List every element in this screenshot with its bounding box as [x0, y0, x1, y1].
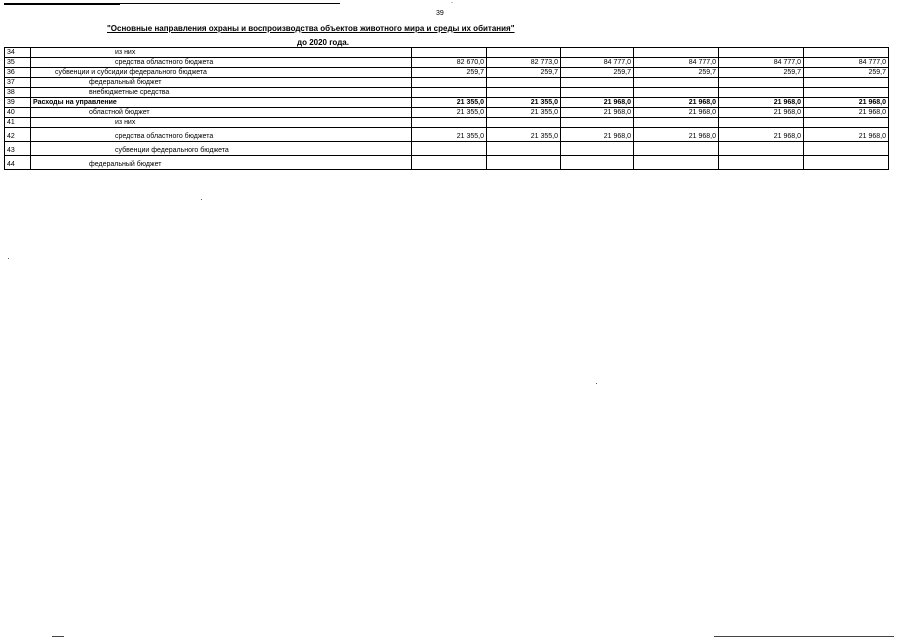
- document-title: "Основные направления охраны и воспроизводства объектов животного мира и среды их обитания": [107, 24, 515, 33]
- value-cell: 84 777,0: [634, 58, 719, 68]
- document-subtitle: до 2020 года.: [297, 38, 349, 47]
- value-cell: [412, 156, 487, 170]
- scan-mark: `: [451, 3, 453, 9]
- value-cell: [412, 78, 487, 88]
- table-row: [5, 142, 889, 156]
- row-number: 36: [5, 68, 31, 78]
- value-cell: 21 968,0: [634, 128, 719, 142]
- row-label: из них: [31, 48, 412, 58]
- row-number: 44: [5, 156, 31, 170]
- value-cell: [719, 142, 804, 156]
- value-cell: 21 355,0: [412, 128, 487, 142]
- scan-speck: [201, 199, 202, 200]
- scan-speck: [8, 258, 9, 259]
- value-cell: 21 355,0: [412, 98, 487, 108]
- value-cell: 21 968,0: [719, 128, 804, 142]
- value-cell: 84 777,0: [719, 58, 804, 68]
- table-row: [5, 156, 889, 170]
- value-cell: 21 355,0: [412, 108, 487, 118]
- row-label: средства областного бюджета: [31, 58, 412, 68]
- value-cell: 21 968,0: [804, 98, 889, 108]
- table-row: [5, 108, 889, 118]
- row-number: 35: [5, 58, 31, 68]
- value-cell: [487, 118, 561, 128]
- value-cell: [561, 48, 634, 58]
- value-cell: 82 773,0: [487, 58, 561, 68]
- value-cell: 259,7: [487, 68, 561, 78]
- value-cell: [561, 88, 634, 98]
- value-cell: [561, 78, 634, 88]
- value-cell: 82 670,0: [412, 58, 487, 68]
- row-number: 39: [5, 98, 31, 108]
- value-cell: 259,7: [634, 68, 719, 78]
- value-cell: [719, 48, 804, 58]
- value-cell: [561, 142, 634, 156]
- value-cell: 259,7: [412, 68, 487, 78]
- table-row: [5, 98, 889, 108]
- table-row: [5, 118, 889, 128]
- table-row: [5, 68, 889, 78]
- value-cell: [804, 48, 889, 58]
- value-cell: [412, 88, 487, 98]
- top-rule-thin: [120, 3, 340, 4]
- value-cell: [412, 118, 487, 128]
- value-cell: 259,7: [561, 68, 634, 78]
- value-cell: [634, 156, 719, 170]
- row-label: внебюджетные средства: [31, 88, 412, 98]
- value-cell: 21 968,0: [719, 108, 804, 118]
- value-cell: 259,7: [719, 68, 804, 78]
- value-cell: [719, 88, 804, 98]
- row-label: субвенции и субсидии федерального бюджета: [31, 68, 412, 78]
- value-cell: [634, 48, 719, 58]
- value-cell: 21 968,0: [634, 98, 719, 108]
- budget-table: [4, 47, 889, 170]
- row-number: 40: [5, 108, 31, 118]
- scan-edge-mark: [714, 636, 894, 637]
- value-cell: [719, 78, 804, 88]
- value-cell: [487, 78, 561, 88]
- row-label: Расходы на управление: [31, 98, 412, 108]
- value-cell: [487, 88, 561, 98]
- value-cell: [487, 48, 561, 58]
- row-label: субвенции федерального бюджета: [31, 142, 412, 156]
- value-cell: [719, 156, 804, 170]
- row-label: из них: [31, 118, 412, 128]
- value-cell: 21 968,0: [561, 128, 634, 142]
- table-row: [5, 78, 889, 88]
- table-row: [5, 88, 889, 98]
- value-cell: [804, 142, 889, 156]
- value-cell: [634, 88, 719, 98]
- row-label: средства областного бюджета: [31, 128, 412, 142]
- table-row: [5, 48, 889, 58]
- table-row: [5, 58, 889, 68]
- value-cell: [634, 142, 719, 156]
- value-cell: 21 968,0: [719, 98, 804, 108]
- table-row: [5, 128, 889, 142]
- value-cell: [412, 142, 487, 156]
- value-cell: [561, 118, 634, 128]
- value-cell: [561, 156, 634, 170]
- row-number: 34: [5, 48, 31, 58]
- row-number: 42: [5, 128, 31, 142]
- row-number: 43: [5, 142, 31, 156]
- value-cell: [804, 118, 889, 128]
- value-cell: [804, 78, 889, 88]
- value-cell: 21 355,0: [487, 98, 561, 108]
- value-cell: 259,7: [804, 68, 889, 78]
- value-cell: 21 355,0: [487, 128, 561, 142]
- value-cell: [634, 118, 719, 128]
- row-label: областной бюджет: [31, 108, 412, 118]
- value-cell: 21 968,0: [561, 98, 634, 108]
- row-number: 41: [5, 118, 31, 128]
- page-number: 39: [436, 10, 444, 17]
- row-number: 37: [5, 78, 31, 88]
- value-cell: 21 968,0: [634, 108, 719, 118]
- value-cell: 21 355,0: [487, 108, 561, 118]
- value-cell: [719, 118, 804, 128]
- scan-speck: [596, 383, 597, 384]
- value-cell: 84 777,0: [804, 58, 889, 68]
- value-cell: [487, 142, 561, 156]
- value-cell: [412, 48, 487, 58]
- value-cell: 21 968,0: [804, 108, 889, 118]
- scan-edge-mark: [52, 636, 64, 637]
- value-cell: 84 777,0: [561, 58, 634, 68]
- value-cell: [804, 88, 889, 98]
- value-cell: [804, 156, 889, 170]
- row-label: федеральный бюджет: [31, 78, 412, 88]
- value-cell: 21 968,0: [561, 108, 634, 118]
- table-body: [5, 48, 889, 170]
- value-cell: [487, 156, 561, 170]
- row-number: 38: [5, 88, 31, 98]
- top-rule: [4, 3, 120, 5]
- row-label: федеральный бюджет: [31, 156, 412, 170]
- value-cell: [634, 78, 719, 88]
- value-cell: 21 968,0: [804, 128, 889, 142]
